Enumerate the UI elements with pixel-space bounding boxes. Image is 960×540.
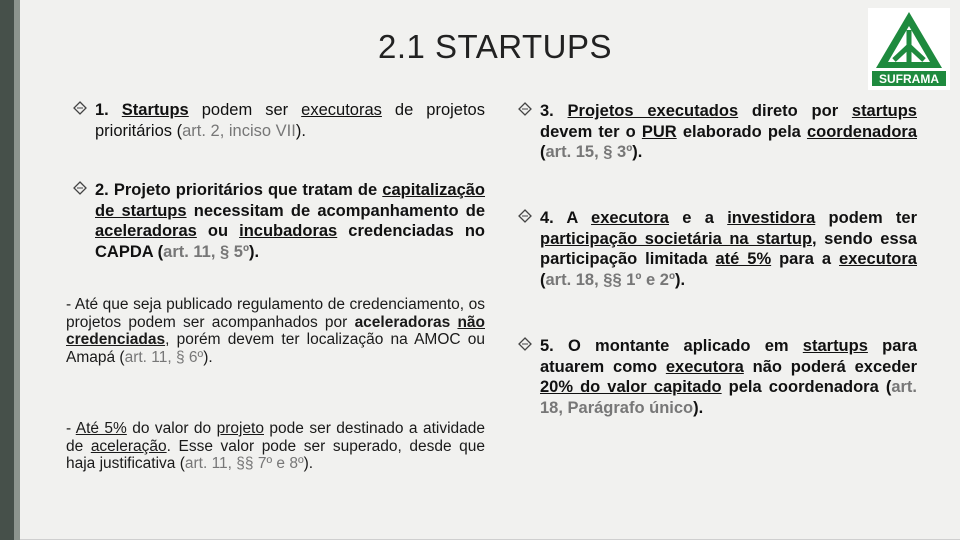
bullet-1	[95, 100, 485, 141]
body-text: 3.	[540, 102, 568, 120]
emph-text: até 5%	[715, 250, 772, 268]
bullet-3	[540, 101, 917, 163]
emph-text: investidora	[727, 209, 816, 227]
emph-text: startups	[851, 102, 917, 120]
emph-text: startups	[802, 337, 868, 355]
diamond-bullet-icon	[518, 337, 532, 351]
legal-reference: art. 2, inciso VII	[182, 121, 296, 140]
body-text: (	[540, 143, 546, 161]
body-text: não poderá exceder	[743, 357, 917, 376]
bullet-4	[540, 208, 917, 290]
body-text: podem ser	[188, 101, 302, 119]
body-text: , sendo essa participação limitada	[540, 229, 917, 268]
bullet-number: 1.	[95, 101, 122, 119]
legal-reference: art. 18, §§ 1º e 2º	[545, 270, 675, 289]
body-text: podem ter	[815, 209, 917, 227]
bullet-5	[540, 336, 917, 418]
emph-text: Startups	[121, 101, 189, 119]
emph-text: não credenciadas	[66, 313, 485, 348]
slide-title: 2.1 STARTUPS	[377, 28, 613, 65]
emph-text: aceleradoras	[354, 313, 458, 331]
emph-text: aceleração	[90, 437, 167, 455]
body-text: para a	[771, 250, 840, 268]
left-accent-stripe	[14, 0, 20, 540]
body-text: e a	[669, 209, 728, 227]
emph-text: participação societária na startup	[540, 229, 813, 248]
body-text: credenciadas no CAPDA (	[95, 222, 485, 261]
paragraph-acceleration	[66, 420, 485, 473]
emph-text: executora	[591, 209, 669, 227]
diamond-bullet-icon	[73, 181, 87, 195]
body-text: 2. Projeto prioritários que tratam de	[95, 181, 383, 199]
diamond-bullet-icon	[518, 209, 532, 223]
body-text: ).	[203, 348, 213, 366]
emph-text: PUR	[641, 122, 677, 141]
body-text: ).	[248, 242, 260, 261]
body-text: necessitam de acompanhamento de	[186, 201, 485, 220]
body-text: -	[66, 420, 76, 437]
emph-text: executora	[665, 357, 744, 376]
legal-reference: art. 11, § 5º	[163, 242, 249, 261]
body-text: pela coordenadora (	[721, 378, 892, 396]
bullet-2	[95, 180, 485, 262]
body-text: ).	[303, 455, 314, 472]
logo-text: SUFRAMA	[879, 72, 939, 86]
paragraph-credentialing	[66, 296, 485, 366]
legal-reference: art. 11, §§ 7º e 8º	[184, 455, 304, 472]
body-text: - Até que seja publicado regulamento de credenciamento, os projetos podem ser acompanhados por	[66, 296, 485, 331]
body-text: de projetos prioritários (	[95, 101, 485, 140]
body-text: ).	[295, 121, 306, 140]
emph-text: 20% do valor capitado	[540, 378, 722, 396]
body-text: ).	[632, 143, 643, 161]
legal-reference: art. 11, § 6º	[124, 348, 204, 366]
emph-text: Até 5%	[75, 420, 127, 437]
body-text: direto por	[738, 102, 852, 120]
body-text: 5. O montante aplicado em	[540, 337, 803, 355]
body-text: ou	[196, 222, 240, 240]
legal-reference: art. 15, § 3º	[545, 143, 633, 161]
emph-text: Projetos executados	[567, 102, 739, 120]
body-text: do valor do	[126, 420, 217, 437]
diamond-bullet-icon	[518, 102, 532, 116]
body-text: . Esse valor pode ser superado, desde que haja justificativa (	[66, 437, 485, 472]
emph-text: executoras	[301, 101, 382, 119]
left-accent-bar	[0, 0, 14, 540]
emph-text: coordenadora	[806, 122, 917, 141]
body-text: 4. A	[540, 209, 592, 227]
body-text: ).	[693, 398, 704, 417]
body-text: , porém devem ter localização na AMOC ou Amapá (	[66, 331, 485, 366]
emph-text: executora	[839, 250, 917, 268]
body-text: elaborado pela	[676, 122, 807, 141]
suframa-logo	[868, 8, 950, 90]
legal-reference: art. 18, Parágrafo único	[540, 378, 917, 417]
body-text: pode ser destinado a atividade de	[66, 420, 485, 455]
body-text: ).	[674, 270, 686, 289]
emph-text: aceleradoras	[95, 222, 197, 240]
emph-text: projeto	[216, 420, 264, 437]
body-text: (	[540, 270, 546, 289]
diamond-bullet-icon	[73, 101, 87, 115]
emph-text: capitalização de startups	[95, 181, 485, 220]
body-text: para atuarem como	[540, 337, 917, 376]
emph-text: incubadoras	[239, 222, 338, 240]
body-text: devem ter o	[540, 122, 642, 141]
